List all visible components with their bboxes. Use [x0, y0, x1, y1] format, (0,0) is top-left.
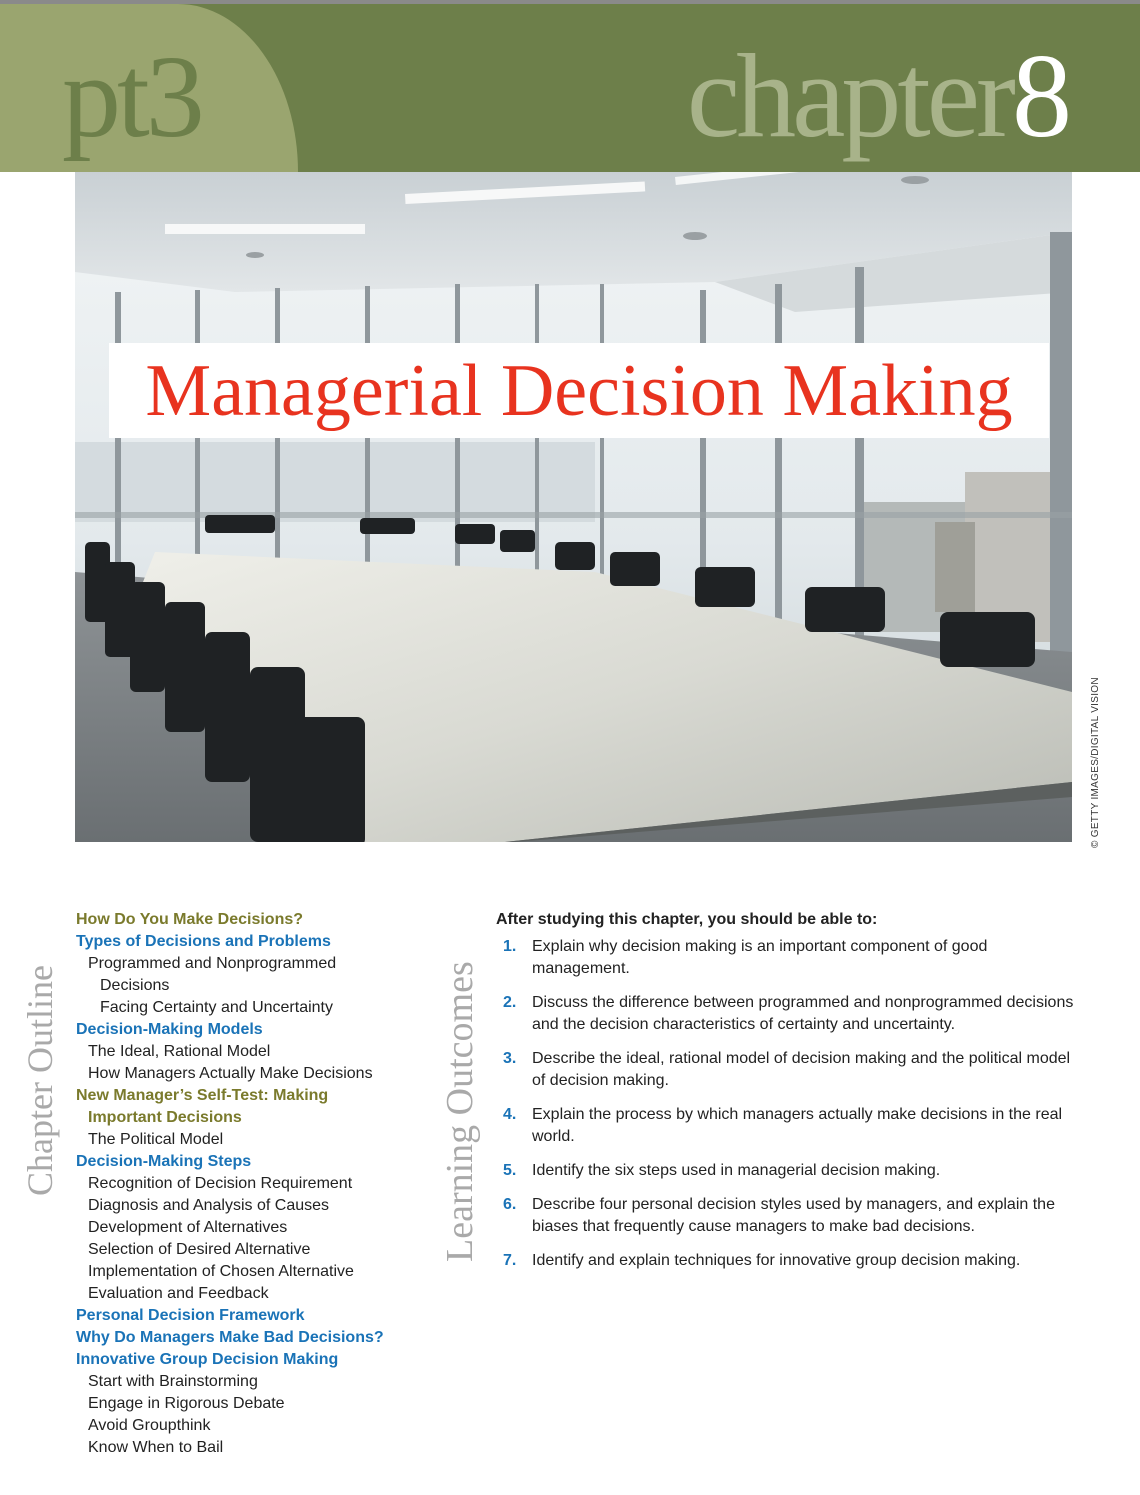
outline-item: How Managers Actually Make Decisions [88, 1065, 373, 1082]
outline-item: Why Do Managers Make Bad Decisions? [76, 1329, 384, 1346]
learning-outcomes [496, 909, 1086, 1284]
chapter-title-box [109, 343, 1049, 438]
outline-item: Decisions [100, 977, 170, 994]
outcome-item [496, 1194, 1086, 1238]
outline-item: Programmed and Nonprogrammed [88, 955, 337, 972]
outline-item: Evaluation and Feedback [88, 1285, 269, 1302]
outline-item: The Political Model [88, 1131, 224, 1148]
outline-item: Diagnosis and Analysis of Causes [88, 1197, 330, 1214]
outcome-text: Identify and explain techniques for innovative group decision making. [532, 1252, 1021, 1269]
outline-item: Innovative Group Decision Making [76, 1351, 339, 1368]
outline-item: Decision-Making Steps [76, 1153, 252, 1170]
chapter-word: chapter [686, 29, 1012, 162]
outline-item: How Do You Make Decisions? [76, 911, 304, 928]
outline-item: Avoid Groupthink [88, 1417, 211, 1434]
chapter-outline-list [76, 909, 436, 1459]
boardroom-photo [75, 172, 1072, 842]
outcome-item [496, 992, 1086, 1036]
outline-item: Personal Decision Framework [76, 1307, 305, 1324]
outcome-number: 3. [503, 1050, 517, 1067]
outcome-number: 4. [503, 1106, 517, 1123]
outline-item: Types of Decisions and Problems [76, 933, 331, 950]
chapter-number: 8 [1012, 29, 1068, 162]
outline-item: Facing Certainty and Uncertainty [100, 999, 333, 1016]
photo-credit: © GETTY IMAGES/DIGITAL VISION [1090, 677, 1101, 848]
outcome-text: Explain why decision making is an important component of good management. [532, 938, 988, 977]
outline-item: Decision-Making Models [76, 1021, 263, 1038]
outcome-number: 7. [503, 1252, 517, 1269]
outcome-item [496, 1048, 1086, 1092]
outcome-number: 6. [503, 1196, 517, 1213]
outcomes-intro: After studying this chapter, you should be able to: [496, 911, 878, 928]
outline-item: Development of Alternatives [88, 1219, 288, 1236]
outline-item: New Manager’s Self-Test: Making [76, 1087, 329, 1104]
outline-item: Important Decisions [88, 1109, 242, 1126]
outcome-number: 2. [503, 994, 517, 1011]
outcome-item [496, 1104, 1086, 1148]
outline-item: Start with Brainstorming [88, 1373, 258, 1390]
part-label: pt3 [62, 31, 201, 162]
outcome-text: Identify the six steps used in managerial decision making. [532, 1162, 941, 1179]
chapter-outline-label: Chapter Outline [20, 965, 60, 1196]
outcome-text: Describe the ideal, rational model of decision making and the political model of decision making. [532, 1050, 1071, 1089]
outcome-item [496, 936, 1086, 980]
outline-item: Implementation of Chosen Alternative [88, 1263, 354, 1280]
outcomes-list [496, 936, 1086, 1272]
boardroom-illustration [75, 172, 1072, 842]
chapter-label [686, 29, 1068, 162]
learning-outcomes-label: Learning Outcomes [439, 961, 481, 1262]
outcome-number: 5. [503, 1162, 517, 1179]
outline-item: The Ideal, Rational Model [88, 1043, 271, 1060]
outcome-number: 1. [503, 938, 517, 955]
outcome-text: Explain the process by which managers actually make decisions in the real world. [532, 1106, 1063, 1145]
outline-item: Engage in Rigorous Debate [88, 1395, 285, 1412]
outcome-item [496, 1250, 1086, 1272]
outcome-item [496, 1160, 1086, 1182]
outline-item: Recognition of Decision Requirement [88, 1175, 353, 1192]
chapter-title: Managerial Decision Making [145, 349, 1013, 432]
outcome-text: Discuss the difference between programmed and nonprogrammed decisions and the decision characteristics of certainty and uncertainty. [532, 994, 1074, 1033]
outcome-text: Describe four personal decision styles used by managers, and explain the biases that frequently cause managers to make bad decisions. [532, 1196, 1055, 1235]
outline-item: Selection of Desired Alternative [88, 1241, 311, 1258]
outline-item: Know When to Bail [88, 1439, 224, 1456]
